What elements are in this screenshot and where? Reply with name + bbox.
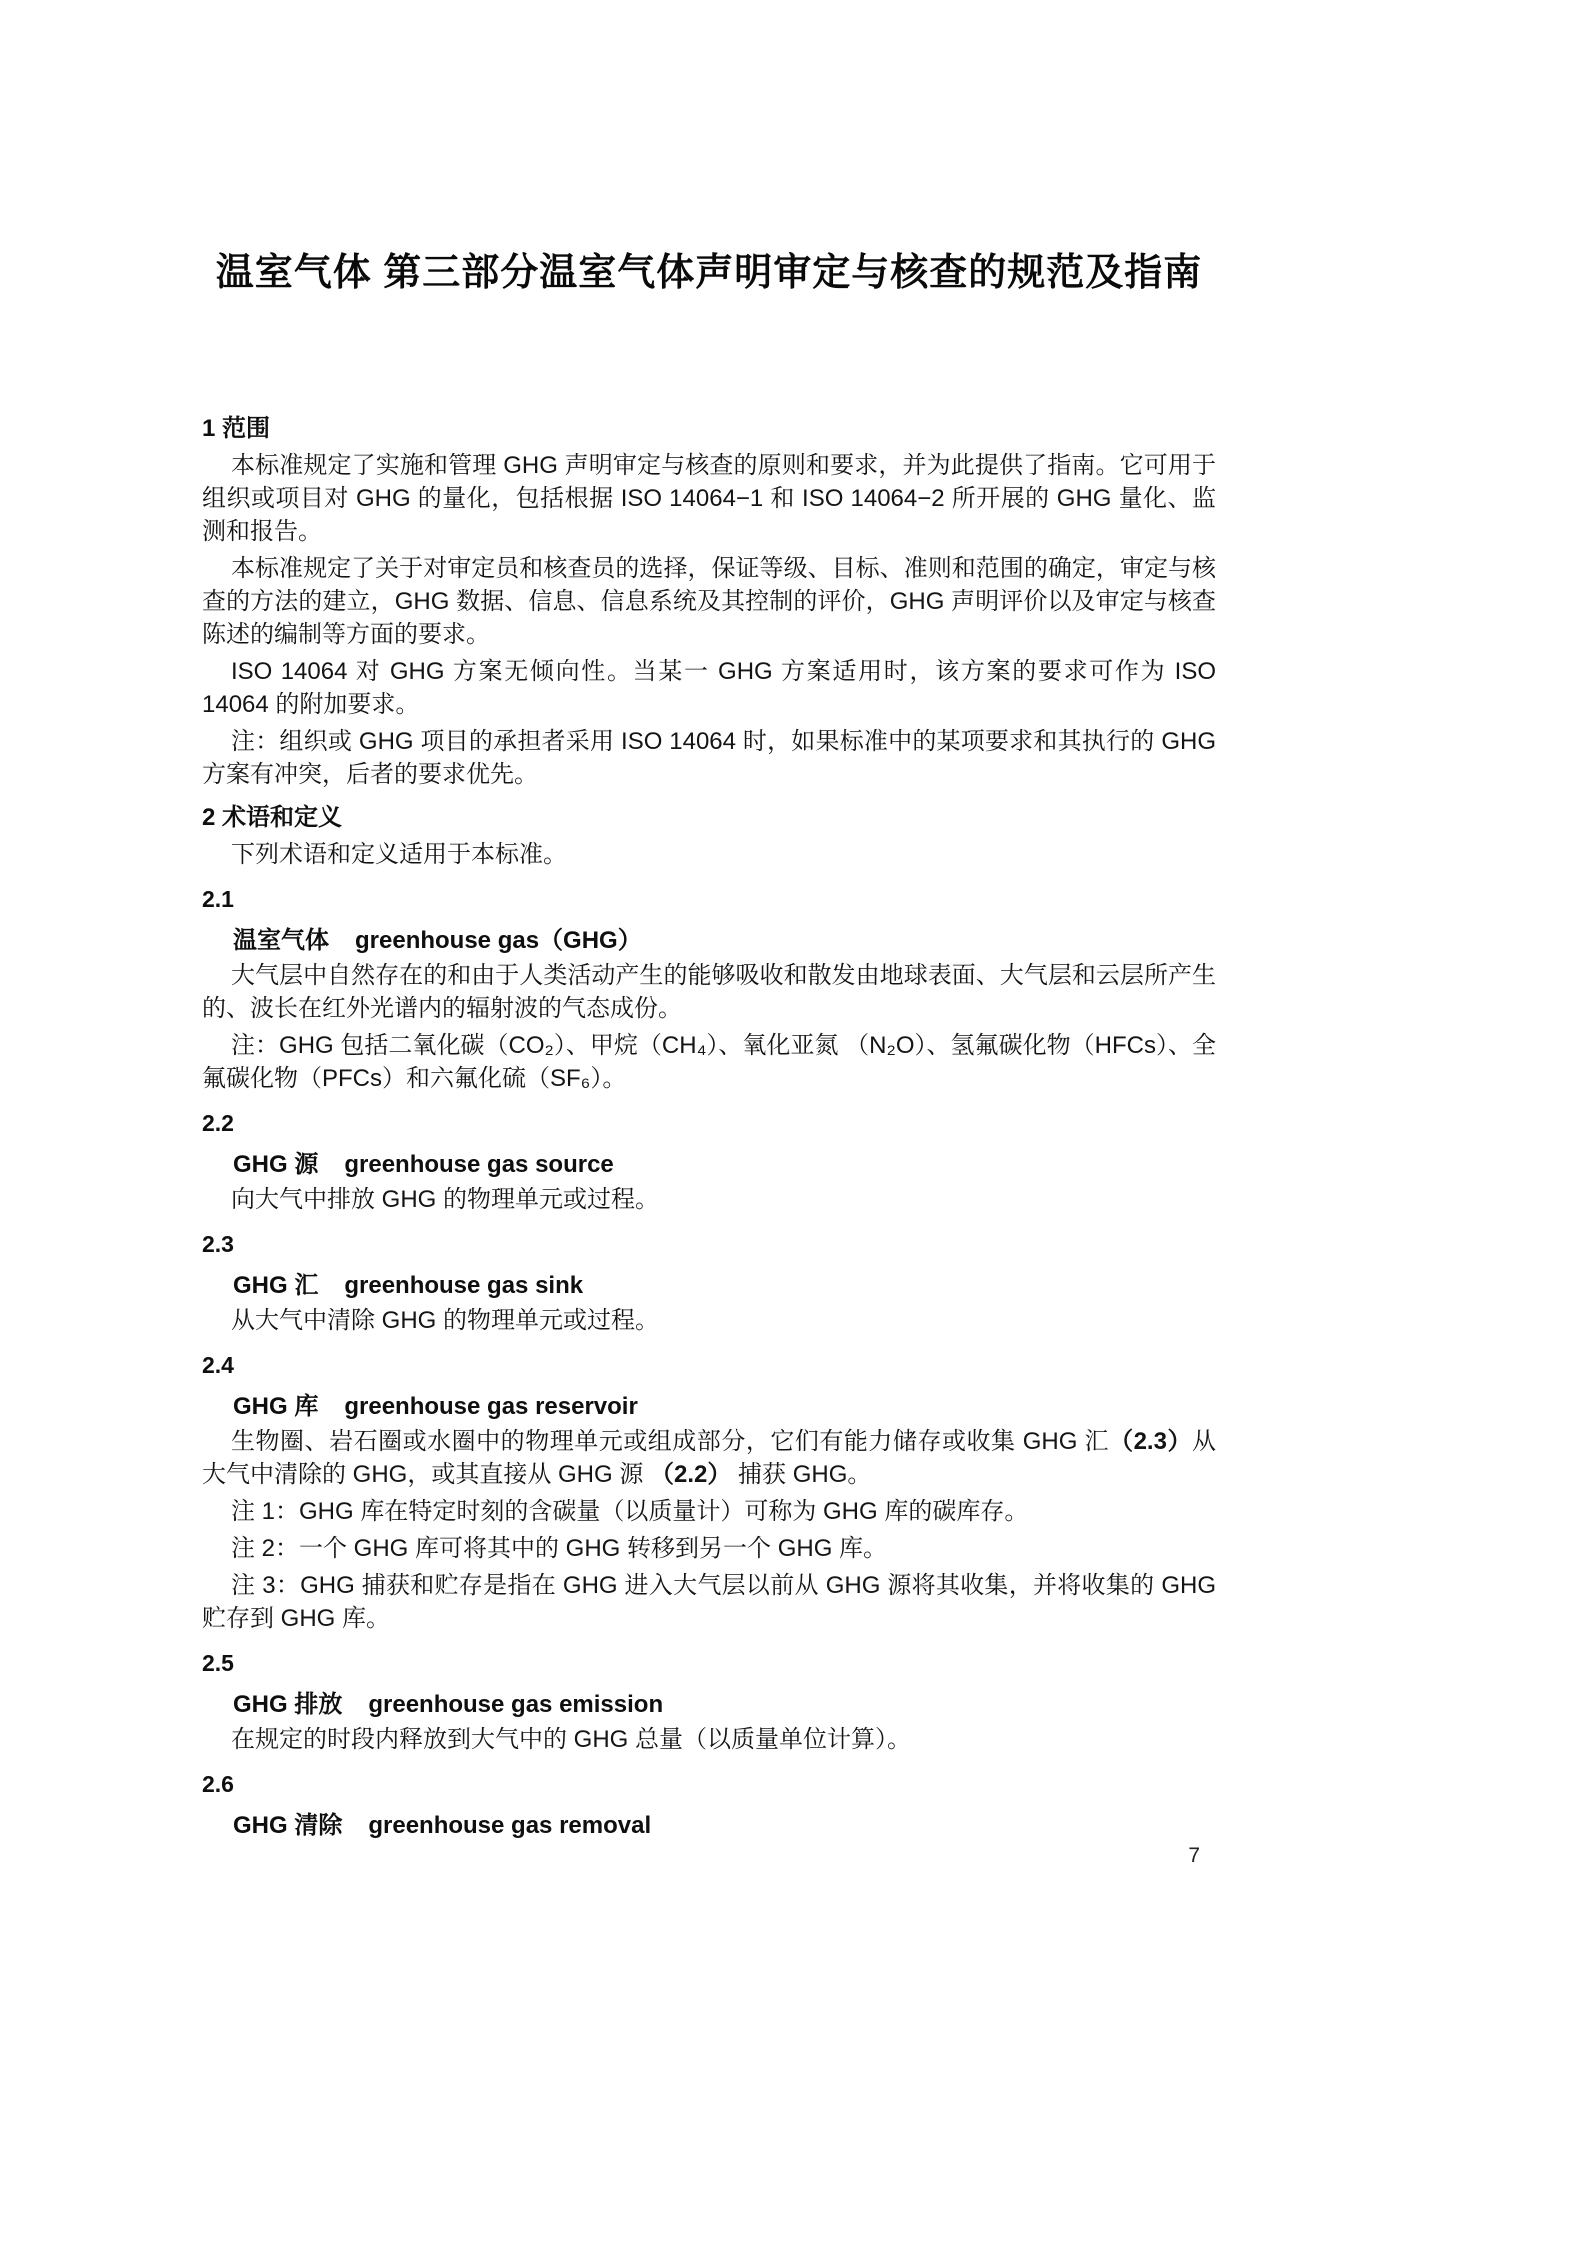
term-2-3-en: greenhouse gas sink bbox=[344, 1272, 584, 1299]
term-2-6-zh: GHG 清除 bbox=[233, 1812, 343, 1839]
term-2-5-definition: 在规定的时段内释放到大气中的 GHG 总量（以质量单位计算）。 bbox=[231, 1726, 912, 1753]
section-1-heading: 1 范围 bbox=[202, 415, 271, 442]
definition-run-cross-reference: （2.3） bbox=[1109, 1428, 1192, 1455]
term-2-6-en: greenhouse gas removal bbox=[368, 1812, 652, 1839]
document-content bbox=[202, 0, 1216, 1844]
term-2-5-en: greenhouse gas emission bbox=[368, 1691, 664, 1718]
definition-run: 生物圈、岩石圈或水圈中的物理单元或组成部分，它们有能力储存或收集 GHG 汇 bbox=[231, 1428, 1110, 1455]
terms-intro: 下列术语和定义适用于本标准。 bbox=[231, 841, 567, 868]
term-2-3-heading bbox=[202, 1269, 1216, 1302]
definition-run: 捕获 GHG。 bbox=[731, 1461, 872, 1488]
term-2-2-zh: GHG 源 bbox=[233, 1151, 319, 1178]
term-2-4-en: greenhouse gas reservoir bbox=[344, 1393, 638, 1420]
term-2-1-heading bbox=[202, 924, 1216, 957]
term-2-3-zh: GHG 汇 bbox=[233, 1272, 319, 1299]
term-2-5-zh: GHG 排放 bbox=[233, 1691, 343, 1718]
scope-paragraph-1: 本标准规定了实施和管理 GHG 声明审定与核查的原则和要求，并为此提供了指南。它可用于组织或项目对 GHG 的量化，包括根据 ISO 14064−1 和 ISO 14064−2 所开展的 GHG 量化、监测和报告。 bbox=[202, 452, 1216, 545]
term-2-4-heading bbox=[202, 1390, 1216, 1423]
term-2-4-zh: GHG 库 bbox=[233, 1393, 319, 1420]
term-2-4-note-3: 注 3：GHG 捕获和贮存是指在 GHG 进入大气层以前从 GHG 源将其收集，并将收集的 GHG 贮存到 GHG 库。 bbox=[202, 1572, 1216, 1632]
term-2-3-number: 2.3 bbox=[202, 1231, 234, 1257]
term-2-6-heading bbox=[202, 1809, 1216, 1842]
term-2-4-note-2: 注 2：一个 GHG 库可将其中的 GHG 转移到另一个 GHG 库。 bbox=[231, 1535, 888, 1562]
term-2-5-heading bbox=[202, 1688, 1216, 1721]
term-2-1-number: 2.1 bbox=[202, 886, 234, 912]
term-2-2-number: 2.2 bbox=[202, 1110, 234, 1136]
term-2-4-note-1: 注 1：GHG 库在特定时刻的含碳量（以质量计）可称为 GHG 库的碳库存。 bbox=[231, 1498, 1029, 1525]
document-title: 温室气体 第三部分温室气体声明审定与核查的规范及指南 bbox=[215, 252, 1203, 294]
term-2-5-number: 2.5 bbox=[202, 1650, 234, 1676]
term-2-2-en: greenhouse gas source bbox=[344, 1151, 614, 1178]
term-2-1-en: greenhouse gas（GHG） bbox=[355, 927, 642, 954]
term-2-4-number: 2.4 bbox=[202, 1352, 234, 1378]
term-2-4-definition bbox=[202, 1425, 1216, 1491]
term-2-3-definition: 从大气中清除 GHG 的物理单元或过程。 bbox=[231, 1307, 660, 1334]
term-2-1-zh: 温室气体 bbox=[233, 927, 329, 954]
section-2-heading: 2 术语和定义 bbox=[202, 804, 343, 831]
term-2-6-number: 2.6 bbox=[202, 1771, 234, 1797]
definition-run: 从大气中清除的 GHG，或其直接从 GHG 源 bbox=[202, 1428, 1216, 1488]
page-number: 7 bbox=[1188, 1844, 1200, 1867]
term-2-1-note: 注：GHG 包括二氧化碳（CO₂）、甲烷（CH₄）、氧化亚氮 （N₂O）、氢氟碳化物（HFCs）、全氟碳化物（PFCs）和六氟化硫（SF₆）。 bbox=[202, 1032, 1216, 1092]
term-2-2-heading bbox=[202, 1148, 1216, 1181]
term-2-1-definition: 大气层中自然存在的和由于人类活动产生的能够吸收和散发由地球表面、大气层和云层所产生的、波长在红外光谱内的辐射波的气态成份。 bbox=[202, 962, 1216, 1022]
scope-paragraph-3: ISO 14064 对 GHG 方案无倾向性。当某一 GHG 方案适用时，该方案的要求可作为 ISO 14064 的附加要求。 bbox=[202, 658, 1216, 718]
term-2-2-definition: 向大气中排放 GHG 的物理单元或过程。 bbox=[231, 1186, 660, 1213]
scope-note: 注：组织或 GHG 项目的承担者采用 ISO 14064 时，如果标准中的某项要求和其执行的 GHG 方案有冲突，后者的要求优先。 bbox=[202, 728, 1216, 788]
definition-run-cross-reference: （2.2） bbox=[650, 1461, 732, 1488]
scope-paragraph-2: 本标准规定了关于对审定员和核查员的选择，保证等级、目标、准则和范围的确定，审定与核查的方法的建立，GHG 数据、信息、信息系统及其控制的评价，GHG 声明评价以及审定与核查陈述的编制等方面的要求。 bbox=[202, 555, 1216, 648]
